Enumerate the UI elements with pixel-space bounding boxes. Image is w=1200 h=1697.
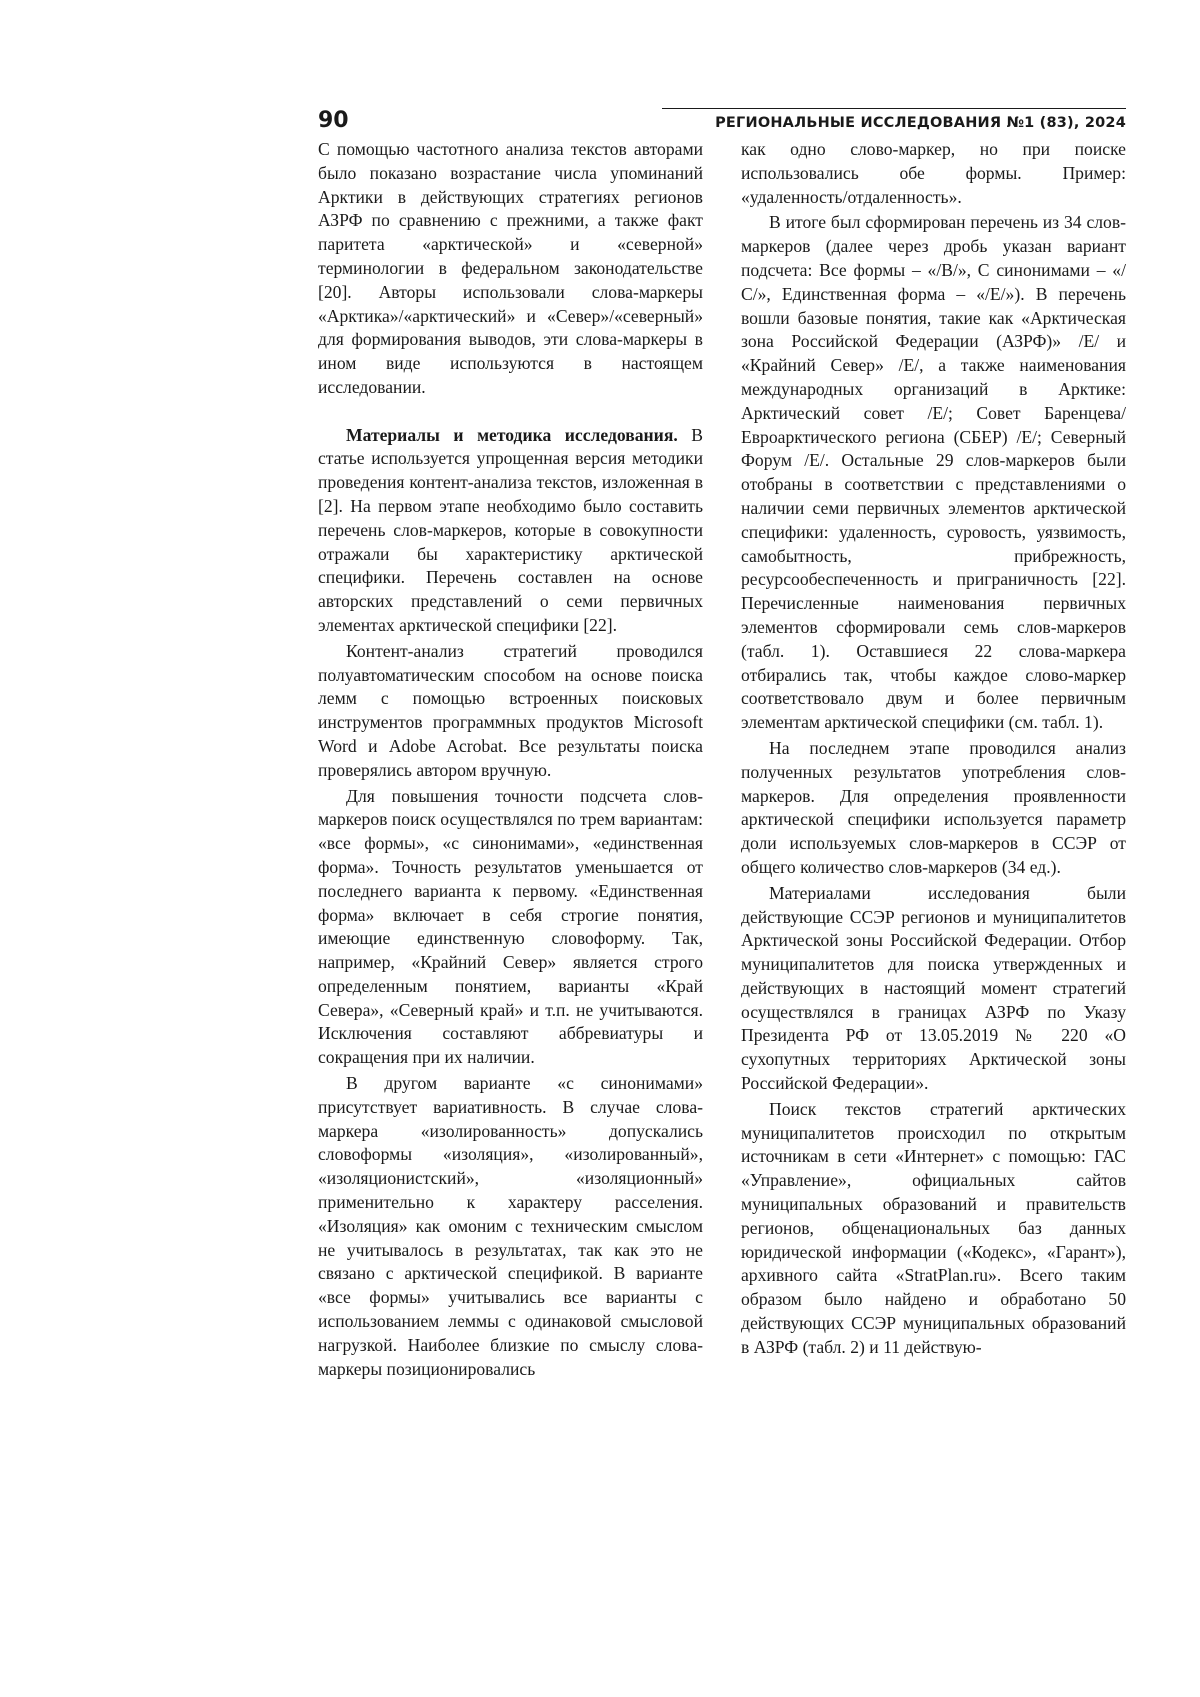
paragraph: Материалами исследования были действующие ССЭР регионов и муниципалитетов Арктической зоны Российской Федерации. Отбор муниципалитетов для поиска утвержденных и действующих в настоящий момент стратегий осуществлялся в границах АЗРФ по Указу Президента РФ от 13.05.2019 № 220 «О сухопутных территориях Арктической зоны Российской Федерации». bbox=[741, 882, 1126, 1094]
running-header bbox=[318, 108, 1126, 136]
paragraph: В другом варианте «с синонимами» присутствует вариативность. В случае слова-маркера «изолированность» допускались словоформы «изоляция», «изолированный», «изоляционистский», «изоляционный» применительно к характеру расселения. «Изоляция» как омоним с техническим смыслом не учитывалось в результатах, так как это не связано с арктической спецификой. В варианте «все формы» учитывались все варианты с использованием леммы с одинаковой смысловой нагрузкой. Наиболее близкие по смыслу слова-маркеры позиционировались bbox=[318, 1073, 703, 1379]
right-column bbox=[741, 138, 1126, 1360]
left-column bbox=[318, 138, 703, 1381]
journal-title: РЕГИОНАЛЬНЫЕ ИССЛЕДОВАНИЯ №1 (83), 2024 bbox=[715, 115, 1126, 131]
paragraph: как одно слово-маркер, но при поиске использовались обе формы. Пример: «удаленность/отдаленность». bbox=[741, 139, 1126, 207]
paragraph: На последнем этапе проводился анализ полученных результатов употребления слов-маркеров. Для определения проявленности арктической специфики используется параметр доли используемых слов-маркеров в ССЭР от общего количество слов-маркеров (34 ед.). bbox=[741, 737, 1126, 877]
section-title: Материалы и методика исследования. bbox=[346, 424, 678, 445]
header-rule bbox=[662, 108, 1126, 109]
paragraph: Для повышения точности подсчета слов-маркеров поиск осуществлялся по трем вариантам: «все формы», «с синонимами», «единственная форма». Точность результатов уменьшается от последнего варианта к первому. «Единственная форма» включает в себя строгие понятия, имеющие единственную словоформу. Так, например, «Крайний Север» является строго определенным понятием, варианты «Край Севера», «Северный край» и т.п. не учитываются. Исключения составляют аббревиатуры и сокращения при их наличии. bbox=[318, 785, 703, 1068]
paragraph: Поиск текстов стратегий арктических муниципалитетов происходил по открытым источникам в сети «Интернет» с помощью: ГАС «Управление», официальных сайтов муниципальных образований и правительств регионов, общенациональных баз данных юридической информации («Кодекс», «Гарант»), архивного сайта «StratPlan.ru». Всего таким образом было найдено и обработано 50 действующих ССЭР муниципальных образований в АЗРФ (табл. 2) и 11 действую- bbox=[741, 1098, 1126, 1357]
paragraph: С помощью частотного анализа текстов авторами было показано возрастание числа упоминаний Арктики в действующих стратегиях регионов АЗРФ по сравнению с прежними, а также факт паритета «арктической» и «северной» терминологии в федеральном законодательстве [20]. Авторы использовали слова-маркеры «Арктика»/«арктический» и «Север»/«северный» для формирования выводов, эти слова-маркеры в ином виде используются в настоящем исследовании. bbox=[318, 139, 703, 397]
paragraph: Контент-анализ стратегий проводился полуавтоматическим способом на основе поиска лемм с помощью встроенных поисковых инструментов программных продуктов Microsoft Word и Adobe Acrobat. Все результаты поиска проверялись автором вручную. bbox=[318, 640, 703, 780]
paragraph: В итоге был сформирован перечень из 34 слов-маркеров (далее через дробь указан вариант подсчета: Все формы – «/В/», С синонимами – «/С/», Единственная форма – «/Е/»). В перечень вошли базовые понятия, такие как «Арктическая зона Российской Федерации (АЗРФ)» /Е/ и «Крайний Север» /Е/, а также наименования международных организаций в Арктике: Арктический совет /Е/; Совет Баренцева/Евроарктического региона (СБЕР) /Е/; Северный Форум /Е/. Остальные 29 слов-маркеров были отобраны в соответствии с представлениями о наличии семи первичных элементов арктической специфики: удаленность, суровость, уязвимость, самобытность, прибрежность, ресурсообеспеченность и приграничность [22]. Перечисленные наименования первичных элементов сформировали семь слов-маркеров (табл. 1). Оставшиеся 22 слова-маркера отбирались так, чтобы каждое слово-маркер соответствовало двум и более первичным элементам арктической специфики (см. табл. 1). bbox=[741, 212, 1126, 733]
paragraph-text: В статье используется упрощенная версия методики проведения контент-анализа текстов, изложенная в [2]. На первом этапе необходимо было составить перечень слов-маркеров, которые в совокупности отражали бы характеристику арктической специфики. Перечень составлен на основе авторских представлений о семи первичных элементах арктической специфики [22]. bbox=[318, 424, 703, 635]
paragraph-methods bbox=[318, 424, 703, 638]
page-number: 90 bbox=[318, 108, 349, 133]
